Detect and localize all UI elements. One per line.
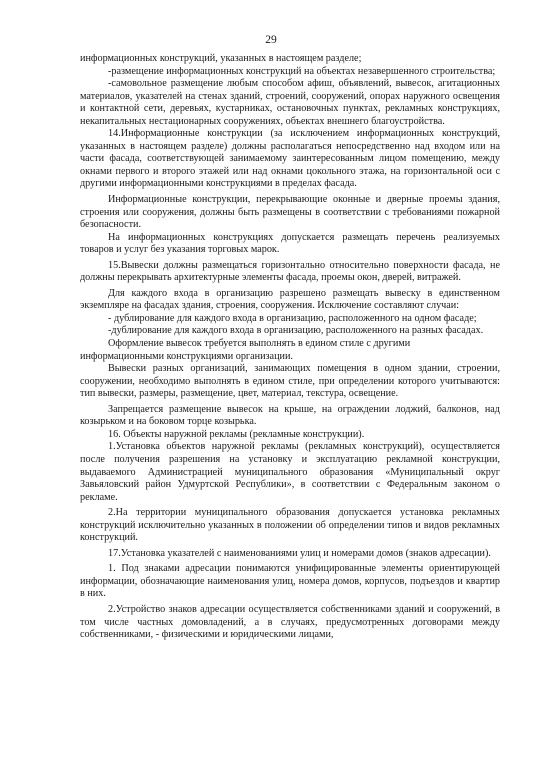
paragraph-section-17-item-2: 2.Устройство знаков адресации осуществляется собственниками зданий и сооружений, в том числе частных домовладений, а в случаях, предусмотренных договорами между собственниками, - физическими и юридическими лицами, (80, 603, 500, 641)
paragraph-section-16-item-1: 1.Установка объектов наружной рекламы (рекламных конструкций), осуществляется после получения разрешения на установку и эксплуатацию рекламной конструкции, выдаваемого Администрацией муниципального образования «Муниципальный округ Завьяловский район Удмуртской Республики», в соответствии с Федеральным законом о рекламе. (80, 441, 500, 503)
page-body (80, 53, 500, 642)
paragraph-fire-safety: Информационные конструкции, перекрывающие оконные и дверные проемы здания, строения или сооружения, должны быть размещены в соответствии с требованиями пожарной безопасности. (80, 194, 500, 231)
paragraph-list-item-same-facade: - дублирование для каждого входа в организацию, расположенного на одном фасаде; (108, 312, 477, 324)
paragraph-list-item-different-facades: -дублирование для каждого входа в организацию, расположенного на разных фасадах. (108, 325, 484, 337)
paragraph-goods-list: На информационных конструкциях допускается размещать перечень реализуемых товаров и услуг без указания торговых марок. (80, 231, 500, 256)
paragraph-section-16-heading: 16. Объекты наружной рекламы (рекламные конструкции). (108, 428, 365, 440)
paragraph-section-17-heading: 17.Установка указателей с наименованиями улиц и номерами домов (знаков адресации). (108, 547, 491, 559)
paragraph-single-sign: Для каждого входа в организацию разрешено размещать вывеску в единственном экземпляре на фасадах здания, строения, сооружения. Исключение составляют случаи: (80, 287, 500, 312)
paragraph-prohibited-placement: Запрещается размещение вывесок на крыше, на ограждении лоджий, балконов, над козырьком и на боковом торце козырька. (80, 403, 500, 428)
paragraph-section-16-item-2: 2.На территории муниципального образования допускается установка рекламных конструкций исключительно указанных в положении об определении типов и видов рекламных конструкций. (80, 507, 500, 544)
paragraph-section-17-item-1: 1. Под знаками адресации понимаются унифицированные элементы ориентирующей информации, обозначающие наименования улиц, номера домов, корпусов, подъездов и квартир в них. (80, 563, 500, 600)
paragraph-uniform-style-end: информационными конструкциями организации. (80, 350, 293, 362)
paragraph-section-14: 14.Информационные конструкции (за исключением информационных конструкций, указанных в настоящем разделе) должны располагаться непосредственно над входом или на части фасада, соответствующей занимаемому заинтересованным лицом помещению, между окнами первого и второго этажей или над окнами цокольного этажа, на горизонтальной оси с другими информационными конструкциями в пределах фасада. (80, 128, 500, 190)
paragraph-list-item-unfinished-construction: -размещение информационных конструкций на объектах незавершенного строительства; (108, 65, 496, 77)
paragraph-continuation: информационных конструкций, указанных в настоящем разделе; (80, 53, 362, 64)
paragraph-list-item-unauthorized-placement: -самовольное размещение любым способом афиш, объявлений, вывесок, агитационных материалов, указателей на стенах зданий, строений, сооружений, опорах наружного освещения и контактной сети, деревьях, кустарниках, остановочных пунктах, рекламных конструкциях, некапитальных нестационарных сооружениях, объектах внешнего благоустройства. (80, 78, 500, 127)
page-number: 29 (265, 34, 277, 46)
paragraph-uniform-style: Оформление вывесок требуется выполнять в едином стиле с другими (108, 338, 411, 350)
paragraph-multiple-organizations: Вывески разных организаций, занимающих помещения в одном здании, строении, сооружении, необходимо выполнять в едином стиле, при определении которого учитываются: тип вывески, размеры, размещение, цвет, материал, текстура, освещение. (80, 363, 500, 400)
paragraph-section-15: 15.Вывески должны размещаться горизонтально относительно поверхности фасада, не должны перекрывать архитектурные элементы фасада, проемы окон, дверей, витражей. (80, 259, 500, 284)
